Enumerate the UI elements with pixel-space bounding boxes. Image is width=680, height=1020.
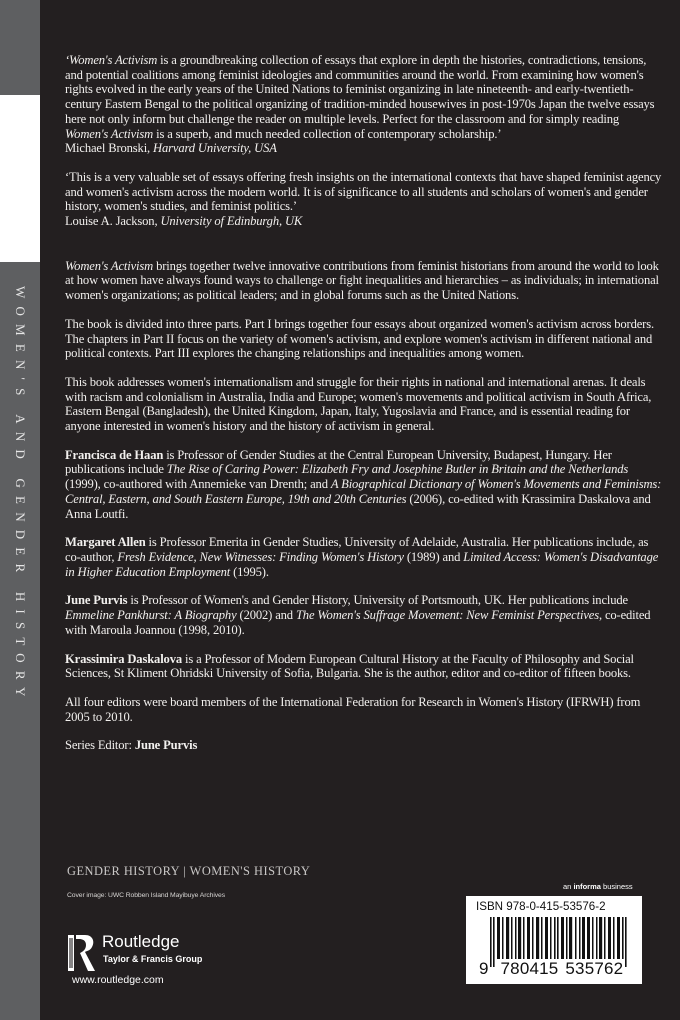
informa-tagline [563, 882, 633, 891]
endorsement-2 [65, 170, 665, 229]
editor-bio [65, 448, 665, 522]
publisher-group: Taylor & Francis Group [103, 954, 203, 964]
barcode-lead-digit: 9 [479, 959, 489, 978]
cover-image-credit: Cover image: UWC Robben Island Mayibuye Archives [67, 892, 226, 899]
series-editor-label: Series Editor: [65, 738, 135, 753]
informa-suffix: business [600, 882, 633, 891]
publisher-url: www.routledge.com [72, 974, 164, 986]
quote-text: is a superb, and much needed collection of contemporary scholarship.’ [153, 126, 502, 141]
routledge-r-logo-icon [68, 934, 96, 972]
publication-title: The Rise of Caring Power: Elizabeth Fry and Josephine Butler in Britain and the Netherlands [166, 462, 629, 477]
spine-series-title: WOMEN'S AND GENDER HISTORY [13, 286, 28, 705]
informa-prefix: an [563, 882, 574, 891]
endorsement-1 [65, 53, 665, 156]
editor-name: June Purvis [65, 593, 128, 608]
publication-title: Emmeline Pankhurst: A Biography [65, 608, 237, 623]
publication-title: The Women's Suffrage Movement: New Feminist Perspectives [295, 608, 599, 623]
bio-text: is Professor of Gender Studies at the Central European University, Budapest, Hungary. Her publications include [65, 447, 612, 477]
bio-text: (2006), co-edited with Krassimira Daskalova and Anna Loutfi. [65, 491, 651, 521]
bio-text: (1989) and [403, 549, 464, 564]
endorser-name: Michael Bronski, [65, 141, 154, 156]
series-editor [65, 738, 665, 753]
isbn-label: ISBN 978-0-415-53576-2 [476, 900, 606, 913]
bio-text: (1999), co-authored with Annemieke van Drenth; and [65, 477, 331, 492]
spine-strip [0, 0, 40, 1020]
endorser-affiliation: Harvard University, USA [153, 141, 277, 156]
barcode-group-1: 780415 [500, 959, 559, 978]
description-paragraph: The book is divided into three parts. Part I brings together four essays about organized women's activism across borders. The chapters in Part II focus on the variety of women's activism, and explore women's activism in different national and political contexts. Part III explores the changing relationships and inequalities among women. [65, 316, 654, 361]
publication-title: Fresh Evidence, New Witnesses: Finding Women's History [117, 549, 404, 564]
quote-open: ‘ [65, 53, 70, 67]
series-editor-name: June Purvis [134, 738, 198, 753]
bio-text: is a Professor of Modern European Cultural History at the Faculty of Philosophy and Social Sciences, St Kliment Ohridski University of Sofia, Bulgaria. She is the author, editor and co-editor of fifteen books. [65, 651, 634, 681]
publisher-logo [68, 934, 228, 994]
series-subject-label: GENDER HISTORY | WOMEN'S HISTORY [67, 864, 311, 878]
book-title: Women's Activism [65, 126, 154, 141]
isbn-barcode [466, 896, 642, 984]
bio-text: (2002) and [236, 608, 296, 623]
bio-text: is Professor of Women's and Gender History, University of Portsmouth, UK. Her publications include [127, 593, 628, 608]
description-paragraph [65, 259, 665, 303]
editor-name: Krassimira Daskalova [65, 651, 182, 666]
paragraph-text: brings together twelve innovative contributions from feminist historians from around the world to look at how women have always found ways to challenge or fight inequalities and hierarchies – as individuals; in international women's organizations; as political leaders; and in global forums such as the United Nations. [65, 258, 659, 303]
publisher-name: Routledge [102, 932, 180, 951]
barcode-digits [478, 959, 624, 979]
spine-white-band [0, 95, 40, 262]
bio-text: , co-edited with Maroula Joannou (1998, 2010). [65, 608, 651, 637]
publication-title: A Biographical Dictionary of Women's Movements and Feminisms: Central, Eastern, and South Eastern Europe, 19th and 20th Centuries [65, 477, 662, 506]
endorser-name: Louise A. Jackson, [65, 214, 161, 229]
editor-name: Margaret Allen [65, 535, 146, 550]
informa-brand: informa [573, 882, 601, 891]
editor-bio [65, 652, 665, 681]
publication-title: Limited Access: Women's Disadvantage in Higher Education Employment [65, 549, 659, 579]
description-paragraph: This book addresses women's internationalism and struggle for their rights in national and international arenas. It deals with racism and colonialism in Australia, India and Europe; women's movements and political activism in South Africa, Eastern Bengal (Bangladesh), the United Kingdom, Japan, Italy, Yugoslavia and France, and is essential reading for anyone interested in women's history and the history of activism in general. [65, 374, 652, 434]
endorser-affiliation: University of Edinburgh, UK [160, 214, 303, 229]
quote-text: is a groundbreaking collection of essays that explore in depth the histories, contradictions, tensions, and potential coalitions among feminist ideologies and communities around the world. From examining how women's rights evolved in the early years of the United Nations to feminist organizing in late nineteenth- and early-twentieth-century Eastern Bengal to the political organizing of tradition-minded housewives in post-1970s Japan the twelve essays here not only inform but challenge the reader on multiple levels. Perfect for the classroom and for simply reading [65, 53, 655, 126]
editor-bio [65, 535, 665, 579]
board-note: All four editors were board members of the International Federation for Research in Women's History (IFRWH) from 2005 to 2010. [65, 694, 641, 724]
editor-bio [65, 593, 665, 637]
bio-text: (1995). [230, 564, 269, 579]
book-title: Women's Activism [69, 53, 158, 67]
bio-text: is Professor Emerita in Gender Studies, University of Adelaide, Australia. Her publications include, as co-author, [65, 535, 649, 564]
book-title: Women's Activism [65, 258, 154, 273]
barcode-group-2: 535762 [565, 959, 624, 978]
back-cover-text [65, 53, 665, 753]
quote-text: ‘This is a very valuable set of essays offering fresh insights on the international contexts that have shaped feminist agency and women's activism across the modern world. It is of significance to all students and scholars of women's and gender history, women's studies, and feminist politics.’ [65, 169, 662, 214]
editor-name: Francisca de Haan [65, 447, 164, 462]
